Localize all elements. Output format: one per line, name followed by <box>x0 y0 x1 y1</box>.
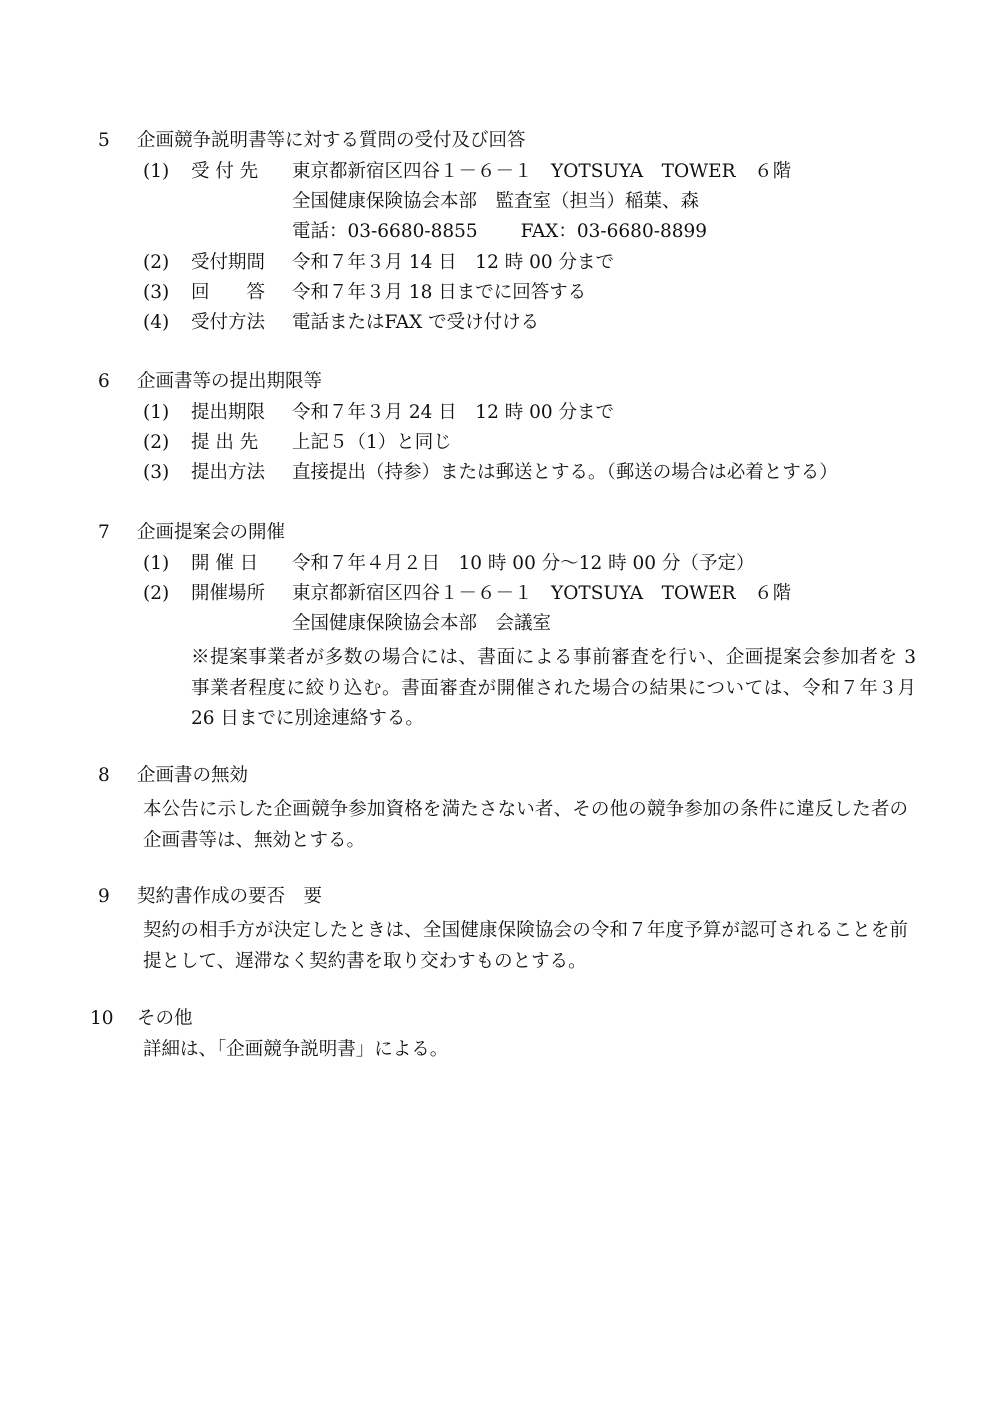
section-6-item-1-number: (1) <box>143 402 170 423</box>
section-5-number: 5 <box>98 130 110 151</box>
section-8-body: 本公告に示した企画競争参加資格を満たさない者、その他の競争参加の条件に違反した者の企画書等は、無効とする。 <box>143 799 908 851</box>
section-5-item-1-value: 東京都新宿区四谷１－６－１ YOTSUYA TOWER ６階 <box>292 161 792 182</box>
section-9-number: 9 <box>98 886 110 907</box>
section-6-item-2-number: (2) <box>143 432 170 453</box>
section-5-item-4-number: (4) <box>143 312 170 333</box>
section-7-item-1-value: 令和７年４月２日 10 時 00 分～12 時 00 分（予定） <box>292 553 755 574</box>
section-7-number: 7 <box>98 522 110 543</box>
section-5-item-1-number: (1) <box>143 161 170 182</box>
section-7-note: ※提案事業者が多数の場合には、書面による事前審査を行い、企画提案会参加者を 3 事業者程度に絞り込む。書面審査が開催された場合の結果については、令和７年３月 26 日までに別途連絡する。 <box>191 647 916 729</box>
section-6-number: 6 <box>98 371 110 392</box>
section-7-item-2-label: 開催場所 <box>191 583 266 604</box>
section-5-title: 企画競争説明書等に対する質問の受付及び回答 <box>137 130 526 151</box>
section-7-title: 企画提案会の開催 <box>137 522 286 543</box>
section-7-item-1-label: 開 催 日 <box>191 553 259 574</box>
section-5-item-3-value: 令和７年３月 18 日までに回答する <box>292 282 587 303</box>
section-6-item-1-label: 提出期限 <box>191 402 266 423</box>
section-5-item-1-label: 受 付 先 <box>191 161 259 182</box>
section-5-item-3-number: (3) <box>143 282 170 303</box>
section-10-number: 10 <box>90 1008 114 1029</box>
section-6-item-2-value: 上記５（1）と同じ <box>292 432 452 453</box>
section-7-item-2-value: 東京都新宿区四谷１－６－１ YOTSUYA TOWER ６階 <box>292 583 792 604</box>
section-10-title: その他 <box>137 1008 193 1029</box>
section-9-body: 契約の相手方が決定したときは、全国健康保険協会の令和７年度予算が認可されることを前提として、遅滞なく契約書を取り交わすものとする。 <box>143 920 908 972</box>
section-7-item-2-number: (2) <box>143 583 170 604</box>
section-6-item-3-number: (3) <box>143 462 170 483</box>
section-5-item-4-label: 受付方法 <box>191 312 266 333</box>
section-6-item-2-label: 提 出 先 <box>191 432 259 453</box>
section-8-number: 8 <box>98 765 110 786</box>
section-9-title: 契約書作成の要否 要 <box>137 886 323 907</box>
section-5-item-3-label: 回 答 <box>191 282 266 303</box>
section-6-item-3-value: 直接提出（持参）または郵送とする。（郵送の場合は必着とする） <box>292 462 838 483</box>
section-6-title: 企画書等の提出期限等 <box>137 371 323 392</box>
section-5-item-1-value: 電話：03-6680-8855 FAX：03-6680-8899 <box>292 221 708 242</box>
section-7-item-2-value: 全国健康保険協会本部 会議室 <box>292 613 552 634</box>
section-5-item-2-label: 受付期間 <box>191 252 266 273</box>
section-5-item-2-value: 令和７年３月 14 日 12 時 00 分まで <box>292 252 615 273</box>
section-6-item-1-value: 令和７年３月 24 日 12 時 00 分まで <box>292 402 615 423</box>
section-6-item-3-label: 提出方法 <box>191 462 266 483</box>
section-10-body: 詳細は、「企画競争説明書」による。 <box>143 1039 449 1060</box>
section-5-item-4-value: 電話またはFAX で受け付ける <box>292 312 540 333</box>
section-8-title: 企画書の無効 <box>137 765 249 786</box>
section-7-item-1-number: (1) <box>143 553 170 574</box>
section-5-item-1-value: 全国健康保険協会本部 監査室（担当）稲葉、森 <box>292 191 700 212</box>
section-5-item-2-number: (2) <box>143 252 170 273</box>
